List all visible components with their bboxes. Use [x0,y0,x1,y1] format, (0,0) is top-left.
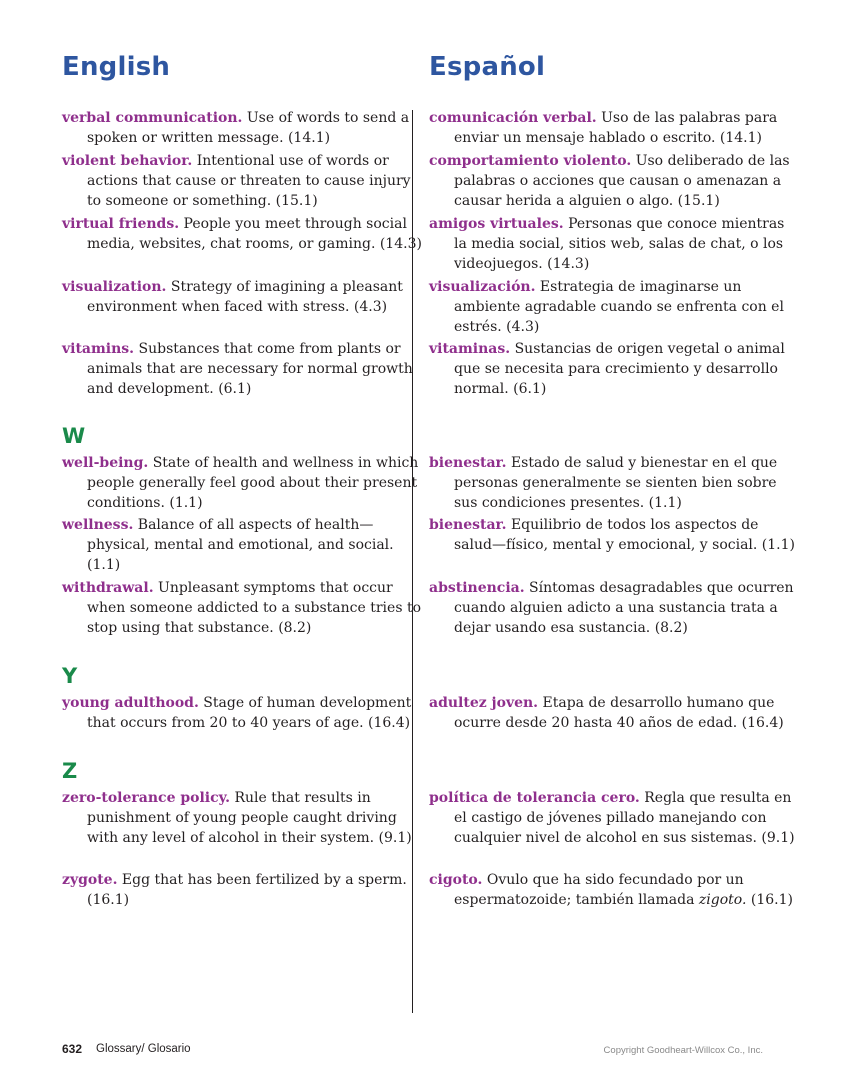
entry-definition: Uso deliberado de las palabras o acciones que causan o amenazan a causar herida a alguien o algo. (15.1) [454,153,790,209]
entry-definition: Estado de salud y bienestar en el que personas generalmente se sienten bien sobre sus condiciones presentes. (1.1) [454,455,778,511]
glossary-entry-en [62,789,427,848]
entry-term: withdrawal. [62,580,154,596]
entry-italic-term: zigoto. [698,891,747,908]
entry-definition-suffix: (16.1) [746,891,793,908]
glossary-entry-en [62,152,427,211]
glossary-entry-en [62,516,427,575]
entry-definition: Balance of all aspects of health—physical, mental and emotional, and social. (1.1) [87,517,394,573]
entry-term: bienestar. [429,455,507,471]
entry-definition: Stage of human development that occurs from 20 to 40 years of age. (16.4) [87,695,412,731]
copyright-notice: Copyright Goodheart-Willcox Co., Inc. [603,1045,763,1056]
glossary-entry-es [429,454,799,513]
section-letter-y: Y [62,664,78,688]
glossary-entry-es [429,789,799,848]
entry-term: wellness. [62,517,134,533]
entry-definition: Personas que conoce mientras la media social, sitios web, salas de chat, o los videojuegos. (14.3) [454,216,785,272]
entry-term: vitamins. [62,341,135,357]
entry-definition: Estrategia de imaginarse un ambiente agradable cuando se enfrenta con el estrés. (4.3) [454,279,784,335]
entry-definition: Rule that results in punishment of young people caught driving with any level of alcohol in their system. (9.1) [87,790,412,846]
entry-definition: People you meet through social media, websites, chat rooms, or gaming. (14.3) [87,216,422,252]
glossary-entry-es [429,215,799,274]
entry-definition: Intentional use of words or actions that cause or threaten to cause injury to someone or something. (15.1) [87,153,411,209]
entry-term: visualization. [62,279,167,295]
glossary-entry-en [62,278,427,318]
entry-term: amigos virtuales. [429,216,564,232]
entry-definition: Ovulo que ha sido fecundado por un espermatozoide; también llamada [454,872,744,908]
entry-definition: Use of words to send a spoken or written message. (14.1) [87,110,410,146]
entry-term: bienestar. [429,517,507,533]
entry-term: young adulthood. [62,695,199,711]
glossary-entry-en [62,109,427,149]
entry-term: comunicación verbal. [429,110,597,126]
page-number: 632 [62,1042,83,1056]
entry-definition: State of health and wellness in which people generally feel good about their present conditions. (1.1) [87,455,419,511]
entry-term: virtual friends. [62,216,180,232]
entry-definition: Síntomas desagradables que ocurren cuando alguien adicto a una sustancia trata a dejar usando esa sustancia. (8.2) [454,580,794,636]
glossary-entry-es [429,340,799,399]
entry-definition: Substances that come from plants or animals that are necessary for normal growth and development. (6.1) [87,341,413,397]
entry-definition: Uso de las palabras para enviar un mensaje hablado o escrito. (14.1) [454,110,778,146]
entry-definition: Sustancias de origen vegetal o animal que se necesita para crecimiento y desarrollo normal. (6.1) [454,341,785,397]
glossary-entry-en [62,579,427,638]
entry-term: zygote. [62,872,118,888]
glossary-entry-en [62,454,427,513]
entry-term: zero-tolerance policy. [62,790,231,806]
entry-term: comportamiento violento. [429,153,632,169]
entry-term: política de tolerancia cero. [429,790,640,806]
entry-term: violent behavior. [62,153,193,169]
glossary-entry-es [429,579,799,638]
glossary-entry-es [429,278,799,337]
entry-term: vitaminas. [429,341,511,357]
glossary-entry-en [62,340,427,399]
entry-term: well-being. [62,455,149,471]
entry-definition: Unpleasant symptoms that occur when someone addicted to a substance tries to stop using that substance. (8.2) [87,580,422,636]
entry-definition: Egg that has been fertilized by a sperm. (16.1) [87,872,407,908]
entry-definition: Equilibrio de todos los aspectos de salud—físico, mental y emocional, y social. (1.1) [454,517,795,553]
entry-definition: Regla que resulta en el castigo de jóvenes pillado manejando con cualquier nivel de alcohol en sus sistemas. (9.1) [454,790,795,846]
glossary-entry-es [429,871,799,911]
entry-term: cigoto. [429,872,483,888]
entry-term: abstinencia. [429,580,525,596]
spanish-heading: Español [429,52,546,82]
glossary-entry-es [429,109,799,149]
english-heading: English [62,52,171,82]
footer-label: Glossary/ Glosario [96,1043,191,1055]
entry-term: adultez joven. [429,695,539,711]
glossary-entry-en [62,694,427,734]
glossary-entry-en [62,215,427,255]
glossary-entry-es [429,694,799,734]
glossary-entry-es [429,516,799,556]
entry-term: verbal communication. [62,110,243,126]
section-letter-z: Z [62,759,78,783]
glossary-entry-es [429,152,799,211]
entry-definition: Etapa de desarrollo humano que ocurre desde 20 hasta 40 años de edad. (16.4) [454,695,784,731]
entry-definition: Strategy of imagining a pleasant environment when faced with stress. (4.3) [87,279,403,315]
section-letter-w: W [62,424,86,448]
glossary-entry-en [62,871,427,911]
entry-term: visualización. [429,279,536,295]
